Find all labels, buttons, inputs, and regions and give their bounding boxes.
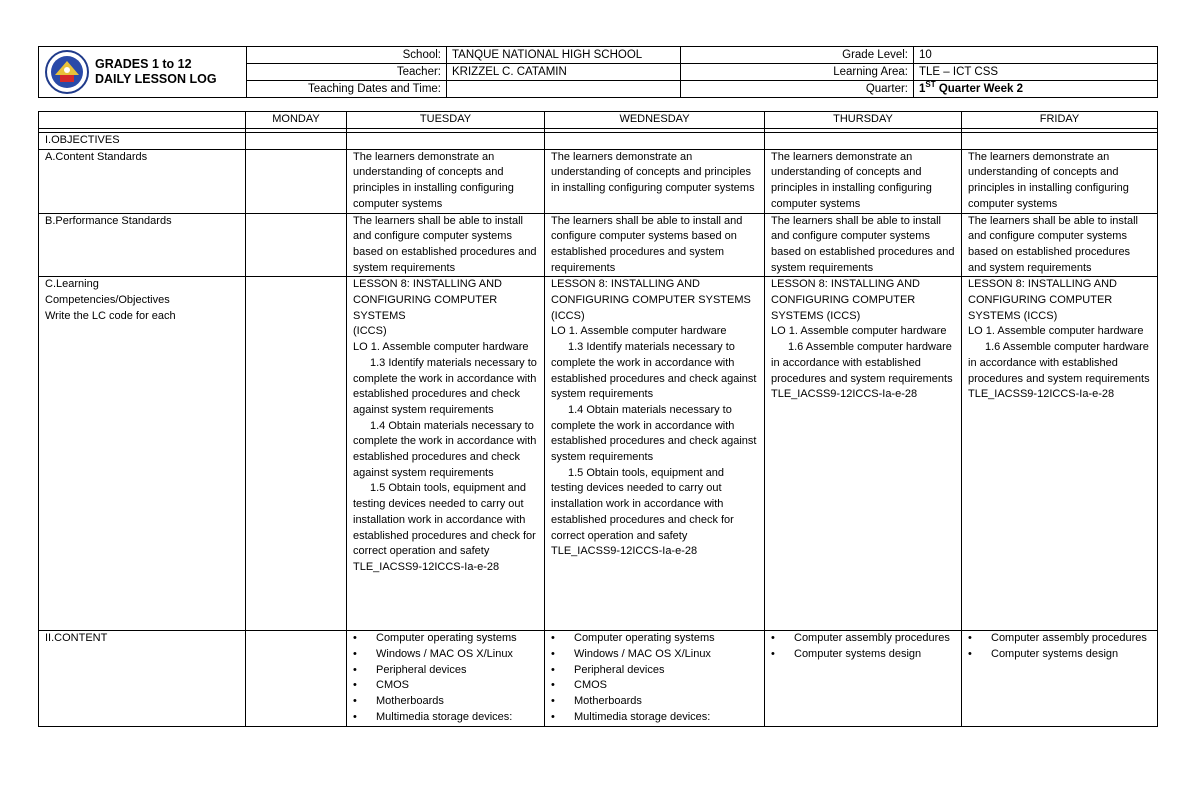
quarter-number: 1 — [919, 83, 926, 95]
content-list — [353, 631, 538, 725]
lc-objective-1-6: 1.6 Assemble computer hardware in accordance with established procedures and system requirements — [968, 341, 1150, 385]
day-header-tuesday: TUESDAY — [347, 112, 545, 129]
learning-competencies-wednesday — [545, 277, 765, 631]
brand-subtitle: DAILY LESSON LOG — [95, 72, 217, 86]
lc-heading-line2: Competencies/Objectives — [45, 294, 170, 307]
performance-standards-wednesday: The learners shall be able to install and configure computer systems based on established procedures and system requirements — [545, 213, 765, 277]
list-item: • Computer operating systems — [353, 631, 538, 647]
day-header-thursday: THURSDAY — [765, 112, 962, 129]
performance-standards-monday — [246, 213, 347, 277]
lc-learning-outcome: LO 1. Assemble computer hardware — [771, 325, 947, 338]
lc-objective-1-3: 1.3 Identify materials necessary to complete the work in accordance with established procedures and check against system requirements — [353, 356, 537, 416]
lc-heading-line1: C.Learning — [45, 278, 99, 291]
content-list — [968, 631, 1151, 662]
quarter-label: Quarter: — [681, 81, 914, 98]
list-item: • CMOS — [551, 678, 758, 694]
content-standards-friday: The learners demonstrate an understanding of concepts and principles in installing configuring computer systems — [962, 149, 1158, 213]
objectives-heading: I.OBJECTIVES — [39, 133, 246, 150]
quarter-ordinal: ST — [925, 80, 936, 90]
lc-heading-line3: Write the LC code for each — [45, 309, 176, 322]
content-heading: II.CONTENT — [39, 631, 246, 726]
school-label: School: — [247, 47, 447, 64]
content-friday — [962, 631, 1158, 726]
lc-learning-outcome: LO 1. Assemble computer hardware — [968, 325, 1144, 338]
learning-area-label: Learning Area: — [681, 64, 914, 81]
objectives-row — [39, 133, 1158, 150]
list-item: • Peripheral devices — [551, 663, 758, 679]
lc-objective-1-5: 1.5 Obtain tools, equipment and testing devices needed to carry out installation work in accordance with established procedures and check for correct operation and safety — [353, 482, 536, 558]
lc-code: TLE_IACSS9-12ICCS-Ia-e-28 — [353, 560, 500, 573]
lc-lesson-title: LESSON 8: INSTALLING AND CONFIGURING COMPUTER SYSTEMS — [353, 278, 502, 322]
grade-level-value: 10 — [914, 47, 1158, 64]
brand-title: GRADES 1 to 12 — [95, 57, 192, 71]
content-list — [551, 631, 758, 725]
list-item: • Peripheral devices — [353, 663, 538, 679]
day-header-monday: MONDAY — [246, 112, 347, 129]
learning-competencies-monday — [246, 277, 347, 631]
objectives-wednesday — [545, 133, 765, 150]
lesson-log-table — [38, 111, 1158, 727]
list-item: • Motherboards — [551, 694, 758, 710]
lc-objective-1-6: 1.6 Assemble computer hardware in accordance with established procedures and system requirements — [771, 341, 953, 385]
brand-cell — [39, 47, 247, 98]
content-standards-row — [39, 149, 1158, 213]
teacher-value: KRIZZEL C. CATAMIN — [447, 64, 681, 81]
performance-standards-row — [39, 213, 1158, 277]
learning-competencies-thursday — [765, 277, 962, 631]
teacher-label: Teacher: — [247, 64, 447, 81]
lc-code: TLE_IACSS9-12ICCS-Ia-e-28 — [551, 545, 698, 558]
list-item: • Computer operating systems — [551, 631, 758, 647]
quarter-value — [914, 81, 1158, 98]
list-item: • Windows / MAC OS X/Linux — [551, 647, 758, 663]
content-standards-heading: A.Content Standards — [39, 149, 246, 213]
objectives-tuesday — [347, 133, 545, 150]
lc-iccs: (ICCS) — [353, 325, 387, 338]
lc-code: TLE_IACSS9-12ICCS-Ia-e-28 — [771, 388, 918, 401]
objectives-thursday — [765, 133, 962, 150]
content-standards-thursday: The learners demonstrate an understanding of concepts and principles in installing configuring computer systems — [765, 149, 962, 213]
learning-area-value: TLE – ICT CSS — [914, 64, 1158, 81]
performance-standards-tuesday: The learners shall be able to install and configure computer systems based on established procedures and system requirements — [347, 213, 545, 277]
performance-standards-friday: The learners shall be able to install and configure computer systems based on established procedures and system requirements — [962, 213, 1158, 277]
lc-lesson-title: LESSON 8: INSTALLING AND CONFIGURING COMPUTER SYSTEMS (ICCS) — [551, 278, 751, 322]
list-item: • Windows / MAC OS X/Linux — [353, 647, 538, 663]
school-value: TANQUE NATIONAL HIGH SCHOOL — [447, 47, 681, 64]
content-thursday — [765, 631, 962, 726]
content-standards-monday — [246, 149, 347, 213]
lc-learning-outcome: LO 1. Assemble computer hardware — [353, 341, 529, 354]
performance-standards-heading: B.Performance Standards — [39, 213, 246, 277]
deped-seal-icon — [45, 50, 89, 94]
lesson-log-header — [38, 46, 1158, 98]
teaching-dates-label: Teaching Dates and Time: — [247, 81, 447, 98]
lc-code: TLE_IACSS9-12ICCS-Ia-e-28 — [968, 388, 1115, 401]
lc-objective-1-5: 1.5 Obtain tools, equipment and testing devices needed to carry out installation work in accordance with established procedures and check for correct operation and safety — [551, 466, 734, 542]
lc-lesson-title: LESSON 8: INSTALLING AND CONFIGURING COMPUTER SYSTEMS (ICCS) — [771, 278, 920, 322]
learning-competencies-friday — [962, 277, 1158, 631]
list-item: • Computer assembly procedures — [968, 631, 1151, 647]
content-monday — [246, 631, 347, 726]
day-header-friday: FRIDAY — [962, 112, 1158, 129]
blank-header-cell — [39, 112, 246, 129]
lc-lesson-title: LESSON 8: INSTALLING AND CONFIGURING COMPUTER SYSTEMS (ICCS) — [968, 278, 1117, 322]
learning-competencies-row — [39, 277, 1158, 631]
lc-objective-1-3: 1.3 Identify materials necessary to complete the work in accordance with established procedures and check against system requirements — [551, 341, 757, 401]
objectives-monday — [246, 133, 347, 150]
grade-level-label: Grade Level: — [681, 47, 914, 64]
content-standards-tuesday: The learners demonstrate an understanding of concepts and principles in installing configuring computer systems — [347, 149, 545, 213]
content-list — [771, 631, 955, 662]
learning-competencies-heading — [39, 277, 246, 631]
content-wednesday — [545, 631, 765, 726]
list-item: • Computer systems design — [968, 647, 1151, 663]
list-item: • Multimedia storage devices: — [551, 710, 758, 726]
list-item: • Computer assembly procedures — [771, 631, 955, 647]
objectives-friday — [962, 133, 1158, 150]
list-item: • CMOS — [353, 678, 538, 694]
content-standards-wednesday: The learners demonstrate an understanding of concepts and principles in installing configuring computer systems — [545, 149, 765, 213]
list-item: • Multimedia storage devices: — [353, 710, 538, 726]
list-item: • Computer systems design — [771, 647, 955, 663]
lc-objective-1-4: 1.4 Obtain materials necessary to complete the work in accordance with established procedures and check against system requirements — [551, 403, 757, 464]
lc-learning-outcome: LO 1. Assemble computer hardware — [551, 325, 727, 338]
lc-objective-1-4: 1.4 Obtain materials necessary to complete the work in accordance with established procedures and check against system requirements — [353, 419, 537, 479]
content-row — [39, 631, 1158, 726]
list-item: • Motherboards — [353, 694, 538, 710]
learning-competencies-tuesday — [347, 277, 545, 631]
content-tuesday — [347, 631, 545, 726]
day-header-wednesday: WEDNESDAY — [545, 112, 765, 129]
day-header-row — [39, 112, 1158, 129]
teaching-dates-value — [447, 81, 681, 98]
quarter-week: Quarter Week 2 — [935, 83, 1023, 95]
performance-standards-thursday: The learners shall be able to install and configure computer systems based on established procedures and system requirements — [765, 213, 962, 277]
